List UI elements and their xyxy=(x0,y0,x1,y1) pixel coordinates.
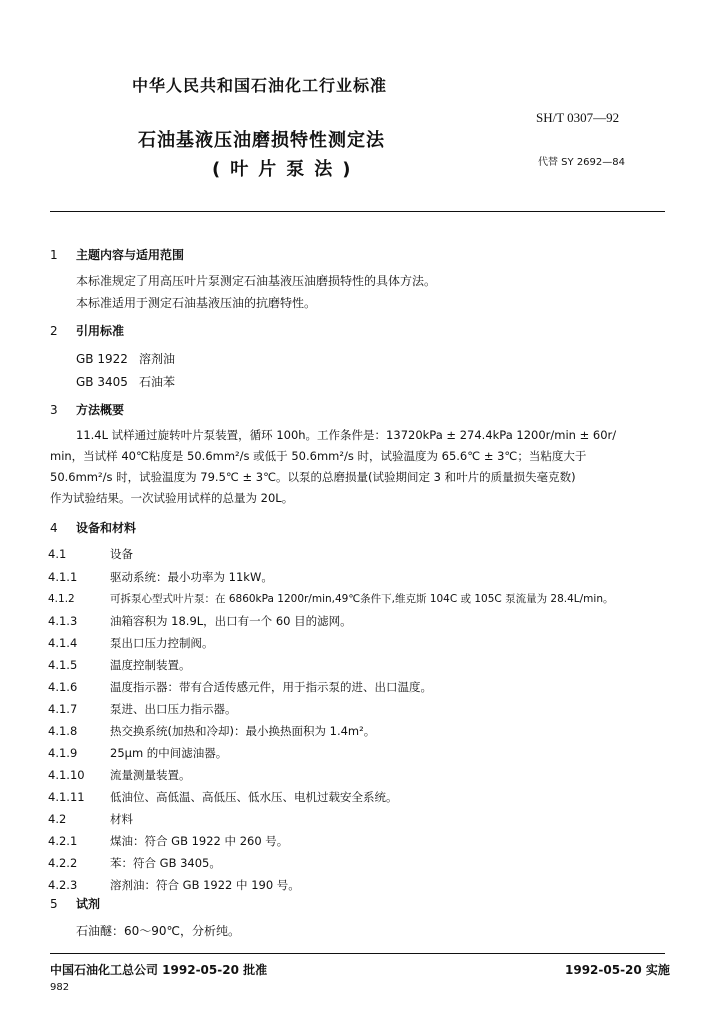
clause-item xyxy=(48,811,133,827)
footer-divider xyxy=(50,953,665,954)
clause-text: 驱动系统：最小功率为 11kW。 xyxy=(110,570,273,584)
section-title: 试剂 xyxy=(76,897,101,911)
standard-header: 中华人民共和国石油化工行业标准 xyxy=(132,76,388,95)
clause-item xyxy=(48,546,133,562)
paragraph-line: 作为试验结果。一次试验用试样的总量为 20L。 xyxy=(50,491,294,505)
section-2-heading xyxy=(50,322,124,339)
clause-text: 温度控制装置。 xyxy=(110,658,191,672)
clause-item xyxy=(48,679,432,695)
section-number: 1 xyxy=(50,248,58,262)
document-subtitle: (叶片泵法) xyxy=(212,159,361,180)
section-title: 设备和材料 xyxy=(76,521,137,535)
reference-item xyxy=(76,350,175,367)
section-4-heading xyxy=(50,519,136,536)
clause-text: 可拆泵心型式叶片泵：在 6860kPa 1200r/min,49℃条件下,维克斯 104C 或 105C 泵流量为 28.4L/min。 xyxy=(110,593,614,605)
clause-number: 4.1.8 xyxy=(48,724,78,738)
header-divider xyxy=(50,211,665,212)
clause-text: 热交换系统(加热和冷却)：最小换热面积为 1.4m²。 xyxy=(110,724,376,738)
clause-text: 泵进、出口压力指示器。 xyxy=(110,702,237,716)
section-title: 主题内容与适用范围 xyxy=(76,248,185,262)
section-title: 方法概要 xyxy=(76,403,125,417)
section-number: 5 xyxy=(50,897,58,911)
clause-number: 4.2.1 xyxy=(48,834,78,848)
paragraph-line: 50.6mm²/s 时，试验温度为 79.5℃ ± 3℃。以泵的总磨损量(试验期间定 3 和叶片的质量损失毫克数) xyxy=(50,470,576,484)
clause-text: 溶剂油：符合 GB 1922 中 190 号。 xyxy=(110,878,300,892)
clause-item xyxy=(48,855,221,871)
clause-number: 4.1.4 xyxy=(48,636,78,650)
clause-item xyxy=(48,591,613,606)
section-1-heading xyxy=(50,246,184,263)
clause-text: 苯：符合 GB 3405。 xyxy=(110,856,221,870)
clause-item xyxy=(48,635,214,651)
reference-name: 石油苯 xyxy=(139,375,176,389)
section-number: 3 xyxy=(50,403,58,417)
clause-number: 4.1.7 xyxy=(48,702,78,716)
paragraph: 本标准规定了用高压叶片泵测定石油基液压油磨损特性的具体方法。 xyxy=(76,274,437,288)
clause-text: 低油位、高低温、高低压、低水压、电机过载安全系统。 xyxy=(110,790,398,804)
reference-name: 溶剂油 xyxy=(139,352,176,366)
clause-text: 25μm 的中间滤油器。 xyxy=(110,746,228,760)
clause-number: 4.1 xyxy=(48,547,67,561)
reference-code: GB 3405 xyxy=(76,375,128,389)
reference-item xyxy=(76,373,175,390)
clause-text: 设备 xyxy=(110,547,133,561)
section-title: 引用标准 xyxy=(76,324,125,338)
clause-number: 4.2 xyxy=(48,812,67,826)
effective-date: 1992-05-20 实施 xyxy=(565,963,670,977)
clause-text: 材料 xyxy=(110,812,133,826)
clause-text: 泵出口压力控制阀。 xyxy=(110,636,214,650)
section-number: 4 xyxy=(50,521,58,535)
clause-item xyxy=(48,723,375,739)
paragraph: 石油醚：60～90℃，分析纯。 xyxy=(76,924,241,938)
clause-text: 油箱容积为 18.9L，出口有一个 60 目的滤网。 xyxy=(110,614,352,628)
clause-item xyxy=(48,877,300,893)
clause-text: 流量测量装置。 xyxy=(110,768,191,782)
clause-number: 4.1.11 xyxy=(48,790,85,804)
clause-number: 4.1.2 xyxy=(48,593,75,605)
standard-code: SH/T 0307—92 xyxy=(536,110,620,125)
clause-text: 温度指示器：带有合适传感元件，用于指示泵的进、出口温度。 xyxy=(110,680,432,694)
clause-item xyxy=(48,833,288,849)
clause-number: 4.2.2 xyxy=(48,856,78,870)
clause-number: 4.2.3 xyxy=(48,878,78,892)
clause-text: 煤油：符合 GB 1922 中 260 号。 xyxy=(110,834,289,848)
clause-item xyxy=(48,657,191,673)
clause-number: 4.1.5 xyxy=(48,658,78,672)
reference-code: GB 1922 xyxy=(76,352,128,366)
clause-item xyxy=(48,745,227,761)
section-number: 2 xyxy=(50,324,58,338)
clause-number: 4.1.9 xyxy=(48,746,78,760)
clause-item xyxy=(48,569,273,585)
clause-number: 4.1.10 xyxy=(48,768,85,782)
clause-number: 4.1.1 xyxy=(48,570,78,584)
paragraph: 本标准适用于测定石油基液压油的抗磨特性。 xyxy=(76,296,317,310)
clause-number: 4.1.6 xyxy=(48,680,78,694)
clause-item xyxy=(48,701,237,717)
page-number: 982 xyxy=(50,982,70,993)
clause-item xyxy=(48,613,352,629)
paragraph-line: 11.4L 试样通过旋转叶片泵装置，循环 100h。工作条件是：13720kPa ± 274.4kPa 1200r/min ± 60r/ xyxy=(76,428,617,442)
approval-note: 中国石油化工总公司 1992-05-20 批准 xyxy=(50,963,268,977)
clause-item xyxy=(48,789,398,805)
document-title: 石油基液压油磨损特性测定法 xyxy=(138,130,385,151)
clause-item xyxy=(48,767,191,783)
paragraph-line: min，当试样 40℃粘度是 50.6mm²/s 或低于 50.6mm²/s 时，试验温度为 65.6℃ ± 3℃；当粘度大于 xyxy=(50,449,587,463)
section-3-heading xyxy=(50,401,124,418)
section-5-heading xyxy=(50,895,100,912)
replaces-note: 代替 SY 2692—84 xyxy=(538,157,625,168)
clause-number: 4.1.3 xyxy=(48,614,78,628)
